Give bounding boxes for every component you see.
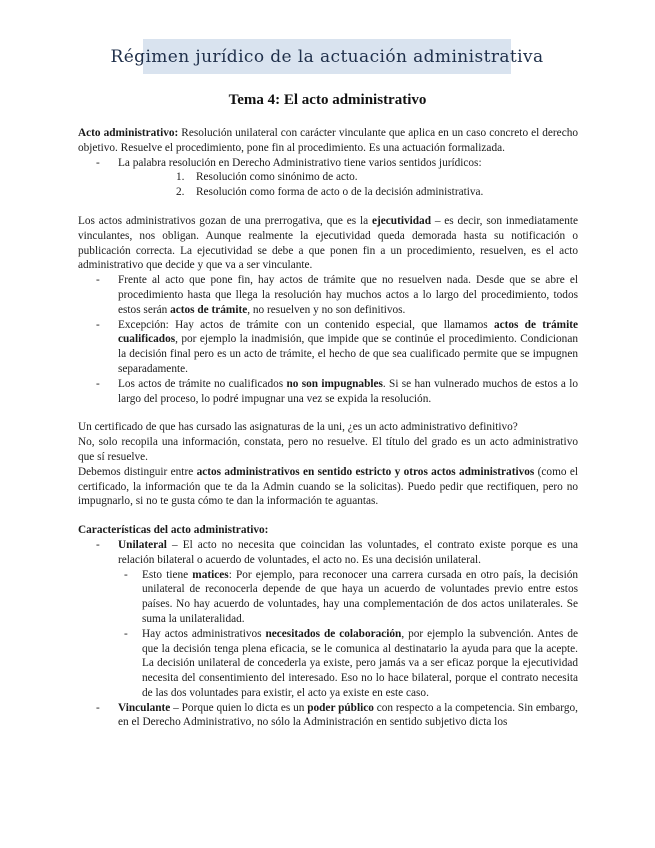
numbered-item: 1. Resolución como sinónimo de acto. [176,171,358,184]
document-body [78,126,578,730]
list-item: - Excepción: Hay actos de trámite con un contenido especial, que llamamos actos de trámite cualificados, por ejemplo la inadmisión, que impide que se continúe el procedimiento. Condicionan la decisión final pero es un acto de trámite, el hecho de que sea cualificado permite que se impugnen separadamente. [96,318,578,375]
course-title: Régimen jurídico de la actuación administrativa [110,46,544,67]
caracteristicas-list [78,538,578,730]
list-item: - Los actos de trámite no cualificados no son impugnables. Si se han vulnerado muchos de estos a lo largo del proceso, lo podré impugnar una vez se expida la resolución. [96,377,578,405]
definition-paragraph: Acto administrativo: Resolución unilateral con carácter vinculante que aplica en un caso concreto el derecho objetivo. Resuelve el procedimiento, pone fin al procedimiento. Es una actuación formalizada. [78,127,579,154]
definition-term: Acto administrativo: [78,127,179,139]
numbered-list [118,170,578,200]
topic-title: Tema 4: El acto administrativo [228,92,427,108]
sub-list-item: - Esto tiene matices: Por ejemplo, para reconocer una carrera cursada en otro país, la decisión unilateral de reconocerla depende de que haya un acuerdo de voluntades previo entre estos países. No hay acuerdo de voluntades, hay una complementación de dos actos unilaterales. Se suma la unilateralidad. [124,568,579,625]
ejecutividad-list [78,273,578,406]
sub-list [118,568,578,701]
definition-list [78,156,578,200]
ejecutividad-paragraph: Los actos administrativos gozan de una prerrogativa, que es la ejecutividad – es decir, son inmediatamente vinculantes, nos obligan. Aunque realmente la ejecutividad queda demorada hasta su notificación o publicación correcta. La ejecutividad se debe a que ponen fin a un procedimiento, resuelven, es el acto administrativo que decide y que va a ser vinculante. [78,214,578,272]
list-item: - Unilateral – El acto no necesita que coincidan las voluntades, el contrato existe porque es una relación bilateral o acuerdo de voluntades, el acto no. Es una decisión unilateral. - Esto tiene matices: Por ejemplo, para reconocer una carrera cursada en otro país, la decisión unilateral de reconocerla depende de que haya un acuerdo de voluntades previo entre estos países. No hay acuerdo de voluntades, hay una complementación de dos actos unilaterales. Se suma la unilateralidad. - Hay actos administrativos necesitados de colaboración, por ejemplo la subvención. Antes de que la decisión tenga plena eficacia, se le comunica al destinatario la ayuda para que la acepte. La decisión unilateral de concederla ya existe, pero jamás va a ser eficaz porque la ejecutividad necesita del consentimiento del interesado. Eso no lo hace bilateral, porque el contrato necesita de las dos voluntades para existir, el acto ya existe en este caso. [96,538,579,699]
list-item: - La palabra resolución en Derecho Administrativo tiene varios sentidos jurídicos: 1. Resolución como sinónimo de acto. 2. Resolución como forma de acto o de la decisión administrativa. [78,156,578,200]
numbered-item: 2. Resolución como forma de acto o de la decisión administrativa. [176,186,484,199]
sub-list-item: - Hay actos administrativos necesitados de colaboración, por ejemplo la subvención. Antes de que la decisión tenga plena eficacia, se le comunica al destinatario la ayuda para que la acepte. La decisión unilateral de concederla ya existe, pero jamás va a ser eficaz porque la ejecutividad necesita del consentimiento del interesado. Eso no lo hace bilateral, porque el contrato necesita de las dos voluntades para existir, el acto ya existe en este caso. [124,627,578,699]
distinction-paragraph: Debemos distinguir entre actos administrativos en sentido estricto y otros actos administrativos (como el certificado, la información que te da la Admin cuando se la solicitas). Puedo pedir que rectifiquen, pero no impugnarlo, si no te gusta cómo te dan la información te aguantas. [78,465,578,508]
list-item: - Frente al acto que pone fin, hay actos de trámite que no resuelven nada. Desde que se abre el procedimiento hasta que llega la resolución hay muchos actos a lo largo del procedimiento, todos estos serán actos de trámite, no resuelven y no son definitivos. [96,274,578,316]
course-title-banner [110,39,544,74]
certificado-answer: No, solo recopila una información, constata, pero no resuelve. El título del grado es un acto administrativo que sí resuelve. [78,436,578,463]
section-heading: Características del acto administrativo: [78,524,269,537]
list-item: - Vinculante – Porque quien lo dicta es un poder público con respecto a la competencia. Sin embargo, en el Derecho Administrativo, no sólo la Administración en sentido subjetivo dicta los [96,701,578,729]
certificado-question: Un certificado de que has cursado las asignaturas de la uni, ¿es un acto administrativo definitivo? [78,421,518,434]
